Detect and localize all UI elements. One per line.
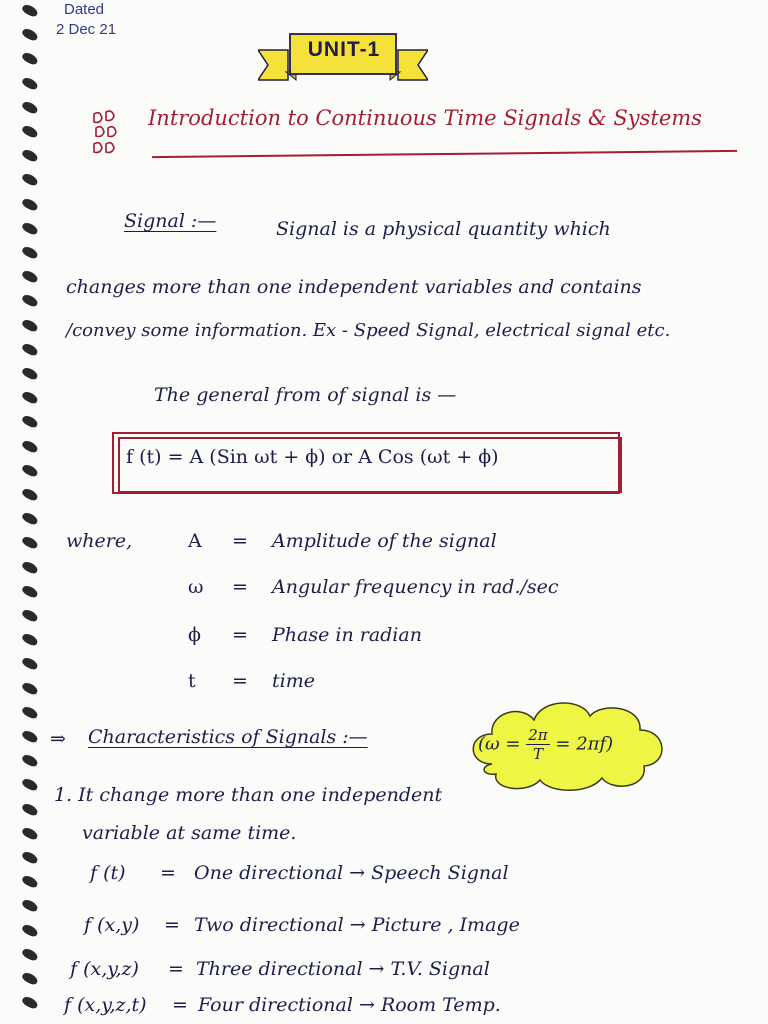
where-row-desc: Angular frequency in rad./sec <box>272 576 559 598</box>
where-label: where, <box>66 530 133 552</box>
characteristics-heading: Characteristics of Signals :— <box>88 726 368 748</box>
spiral-ring <box>21 317 39 332</box>
spiral-ring <box>21 269 39 284</box>
spiral-ring <box>21 559 39 574</box>
omega-fraction <box>526 726 549 763</box>
spiral-ring <box>21 656 39 671</box>
where-row-sym: A <box>188 530 202 552</box>
spiral-ring <box>21 632 39 647</box>
dimension-row-eq: = <box>160 862 176 884</box>
dimension-row-lhs: f (t) <box>90 862 126 884</box>
omega-relation-left: (ω = <box>478 733 521 755</box>
spiral-ring <box>21 971 39 986</box>
spiral-ring <box>21 3 39 18</box>
spiral-ring <box>21 680 39 695</box>
where-row-desc: time <box>272 670 315 692</box>
signal-definition-line2: changes more than one independent variables and contains <box>66 276 642 298</box>
spiral-ring <box>21 729 39 744</box>
where-row-sym: ϕ <box>188 624 201 646</box>
date-stamp <box>56 0 117 40</box>
dimension-row-rhs: Two directional → Picture , Image <box>194 914 520 936</box>
spiral-ring <box>21 463 39 478</box>
spiral-ring <box>21 438 39 453</box>
spiral-ring <box>21 342 39 357</box>
spiral-ring <box>21 390 39 405</box>
spiral-ring <box>21 705 39 720</box>
spiral-ring <box>21 826 39 841</box>
dimension-row-eq: = <box>168 958 184 980</box>
signal-definition-line3: /convey some information. Ex - Speed Signal, electrical signal etc. <box>66 320 671 341</box>
spiral-ring <box>21 898 39 913</box>
dimension-row-eq: = <box>164 914 180 936</box>
flower-doodle-icon <box>88 108 122 160</box>
dimension-row-rhs: One directional → Speech Signal <box>194 862 509 884</box>
dimension-row-rhs: Four directional → Room Temp. <box>198 994 501 1016</box>
spiral-ring <box>21 584 39 599</box>
spiral-ring <box>21 850 39 865</box>
dimension-row-eq: = <box>172 994 188 1016</box>
characteristic-point-1a: 1. It change more than one independent <box>54 784 443 806</box>
spiral-ring <box>21 245 39 260</box>
spiral-ring <box>21 947 39 962</box>
spiral-ring <box>21 196 39 211</box>
where-row-eq: = <box>232 624 248 646</box>
dimension-row-rhs: Three directional → T.V. Signal <box>196 958 490 980</box>
title-underline <box>152 150 737 158</box>
where-row-sym: ω <box>188 576 204 598</box>
fraction-denominator: T <box>532 745 543 763</box>
spiral-ring <box>21 100 39 115</box>
dimension-row-lhs: f (x,y,z) <box>70 958 139 980</box>
spiral-ring <box>21 608 39 623</box>
signal-formula: f (t) = A (Sin ωt + ϕ) or A Cos (ωt + ϕ) <box>126 446 499 468</box>
spiral-ring <box>21 777 39 792</box>
spiral-ring <box>21 995 39 1010</box>
spiral-ring <box>21 27 39 42</box>
characteristic-point-1b: variable at same time. <box>82 822 297 844</box>
spiral-ring <box>21 75 39 90</box>
spiral-ring <box>21 51 39 66</box>
dated-label: Dated <box>64 1 105 18</box>
spiral-ring <box>21 148 39 163</box>
spiral-ring <box>21 753 39 768</box>
omega-relation <box>478 726 613 763</box>
arrow-icon: ⇒ <box>50 728 66 750</box>
signal-definition-line1: Signal is a physical quantity which <box>276 218 611 240</box>
where-row-eq: = <box>232 576 248 598</box>
signal-heading: Signal :— <box>124 210 217 232</box>
spiral-ring <box>21 801 39 816</box>
spiral-ring <box>21 535 39 550</box>
spiral-ring <box>21 172 39 187</box>
spiral-ring <box>21 366 39 381</box>
spiral-ring <box>21 293 39 308</box>
dimension-row-lhs: f (x,y) <box>84 914 140 936</box>
page-title: Introduction to Continuous Time Signals & Systems <box>148 106 702 130</box>
spiral-ring <box>21 414 39 429</box>
spiral-ring <box>21 124 39 139</box>
general-form-intro: The general from of signal is — <box>154 384 457 406</box>
omega-relation-right: = 2πf) <box>555 733 614 755</box>
where-row-desc: Amplitude of the signal <box>272 530 497 552</box>
spiral-ring <box>21 221 39 236</box>
unit-label: UNIT-1 <box>307 38 381 61</box>
where-row-desc: Phase in radian <box>272 624 422 646</box>
fraction-numerator: 2π <box>528 726 548 744</box>
spiral-binding <box>0 0 46 1024</box>
spiral-ring <box>21 487 39 502</box>
dimension-row-lhs: f (x,y,z,t) <box>64 994 147 1016</box>
spiral-ring <box>21 922 39 937</box>
where-row-eq: = <box>232 670 248 692</box>
spiral-ring <box>21 874 39 889</box>
date-value: 2 Dec 21 <box>56 21 117 38</box>
where-row-eq: = <box>232 530 248 552</box>
where-row-sym: t <box>188 670 196 692</box>
spiral-ring <box>21 511 39 526</box>
